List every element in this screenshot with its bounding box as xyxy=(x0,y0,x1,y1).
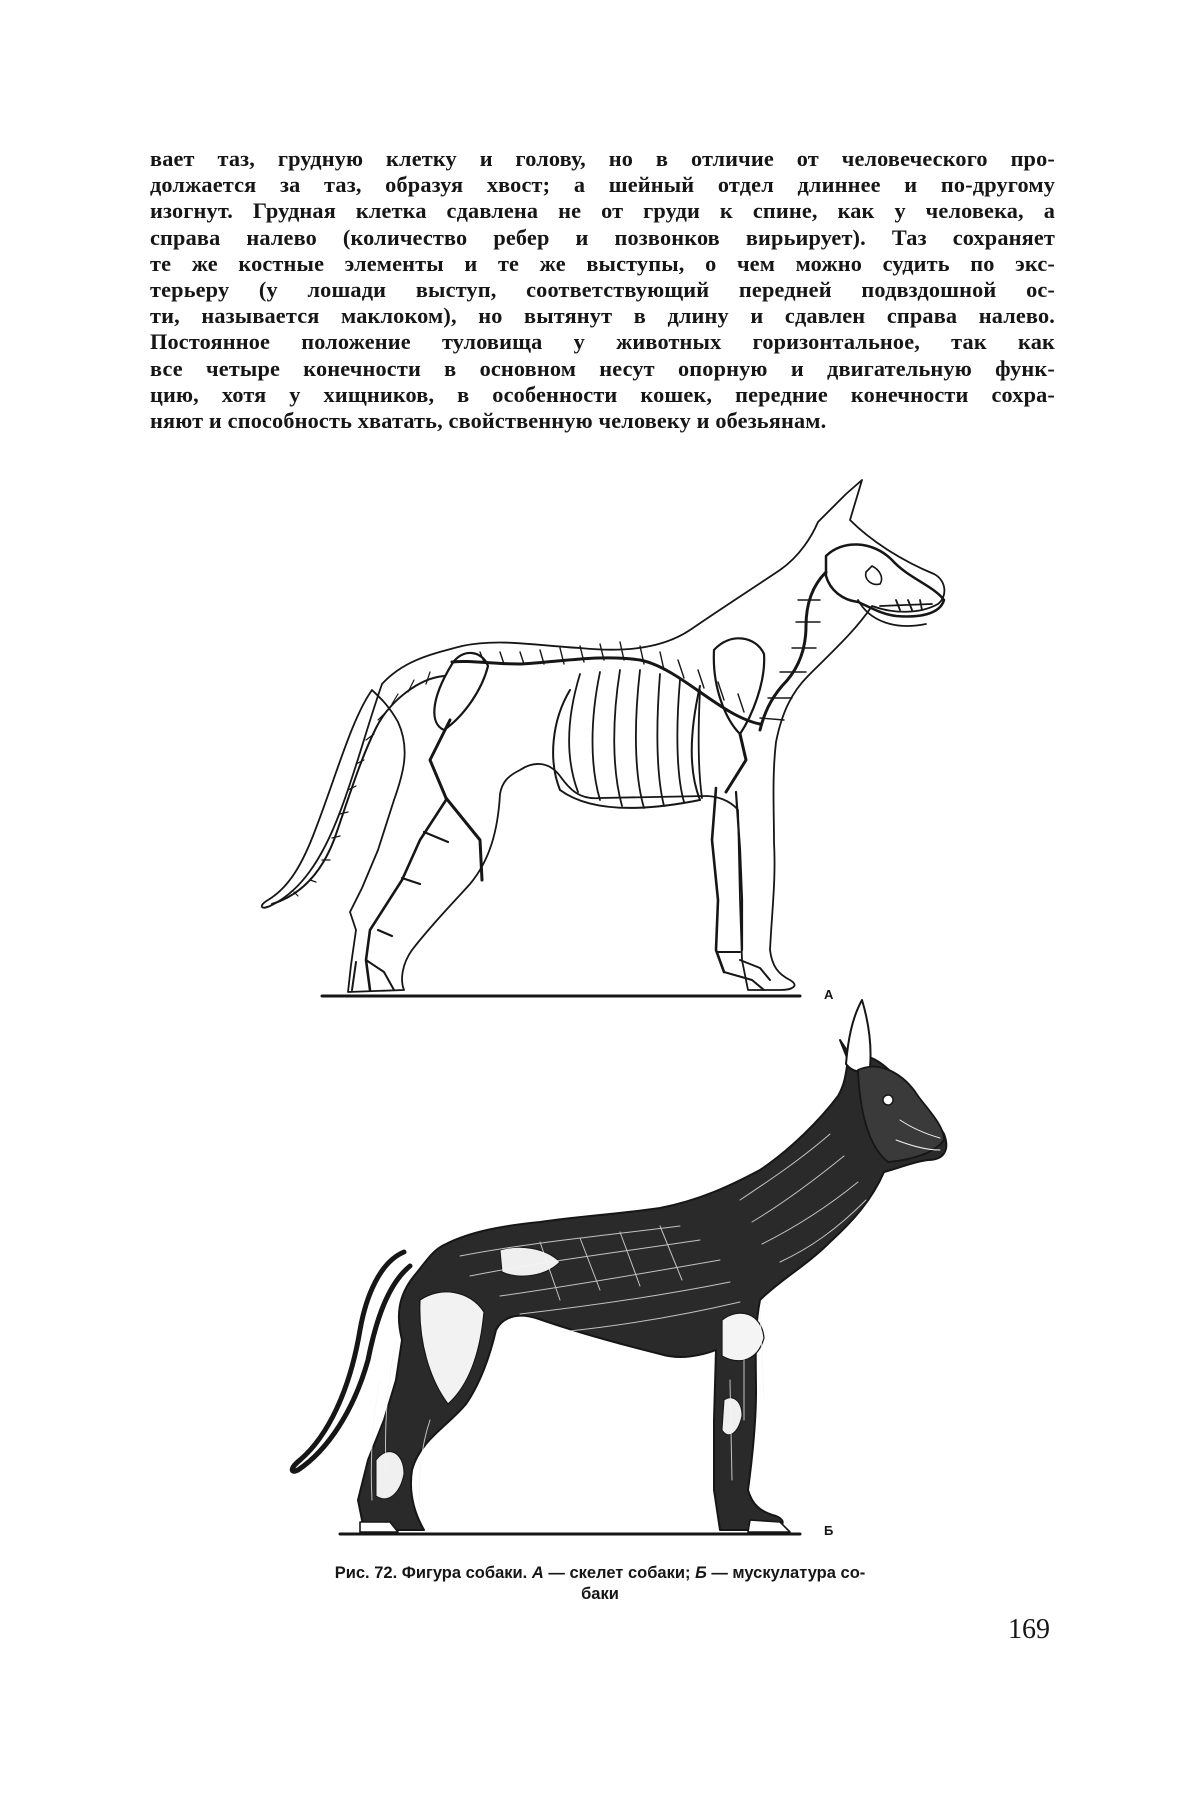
caption-text-a: — скелет собаки; xyxy=(548,1564,691,1582)
cervical-spine xyxy=(760,572,826,730)
text-line: должается за таз, образуя хвост; а шейный отдел длиннее и по-другому xyxy=(150,172,1055,198)
caption-text-b: — мускулатура со- xyxy=(711,1564,866,1582)
caption-prefix: Рис. 72. Фигура собаки. xyxy=(334,1564,528,1582)
scapula xyxy=(714,638,764,734)
muscle-body-silhouette xyxy=(358,1040,946,1530)
dog-musculature-illustration xyxy=(292,1000,946,1534)
caption-letter-b: Б xyxy=(695,1564,707,1582)
dog-skeleton-illustration xyxy=(262,480,945,996)
figure-caption xyxy=(250,1563,950,1605)
text-line: справа налево (количество ребер и позвонков вирьирует). Таз сохраняет xyxy=(150,224,1055,250)
text-line: те же костные элементы и те же выступы, о чем можно судить по экс- xyxy=(150,250,1055,276)
hind-femur xyxy=(430,720,450,798)
text-line: вает таз, грудную клетку и голову, но в отличие от человеческого про- xyxy=(150,146,1055,171)
pelvis xyxy=(434,653,488,730)
body-outline-a xyxy=(262,480,945,992)
caption-line-2: баки xyxy=(581,1585,619,1603)
tail-vertebrae xyxy=(272,676,444,904)
text-line: терьеру (у лошади выступ, соответствующий передней подвздошной ос- xyxy=(150,277,1055,303)
panel-label-a: А xyxy=(824,987,834,1002)
text-line: изогнут. Грудная клетка сдавлена не от груди к спине, как у человека, а xyxy=(150,198,1055,224)
panel-label-b: Б xyxy=(824,1523,834,1538)
caption-letter-a: А xyxy=(531,1564,544,1582)
ear xyxy=(846,1000,871,1071)
text-line: няют и способность хватать, свойственную человеку и обезьянам. xyxy=(150,408,827,434)
fore-radius xyxy=(712,788,724,972)
hind-tibia xyxy=(446,798,482,880)
text-line: цию, хотя у хищников, в особенности кошек, передние конечности сохра- xyxy=(150,381,1055,407)
text-line: Постоянное положение туловища у животных горизонтальное, так как xyxy=(150,329,1055,355)
eye xyxy=(883,1095,893,1105)
text-line: все четыре конечности в основном несут опорную и двигательную функ- xyxy=(150,355,1055,381)
fore-humerus xyxy=(726,734,746,792)
text-line: ти, называется маклоком), но вытянут в длину и сдавлен справа налево. xyxy=(150,303,1055,329)
page-number: 169 xyxy=(1008,1614,1050,1645)
